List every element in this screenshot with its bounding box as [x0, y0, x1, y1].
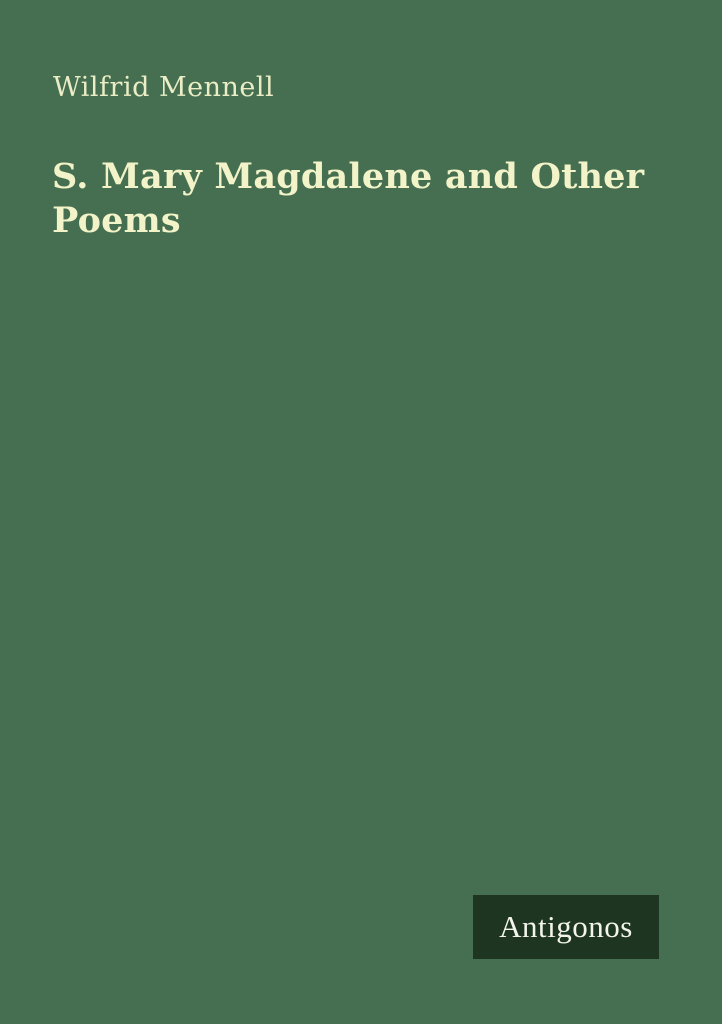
- publisher-box: [473, 895, 659, 959]
- book-title: S. Mary Magdalene and Other Poems: [52, 156, 645, 241]
- author-name: Wilfrid Mennell: [53, 72, 275, 103]
- publisher-name: Antigonos: [499, 909, 633, 944]
